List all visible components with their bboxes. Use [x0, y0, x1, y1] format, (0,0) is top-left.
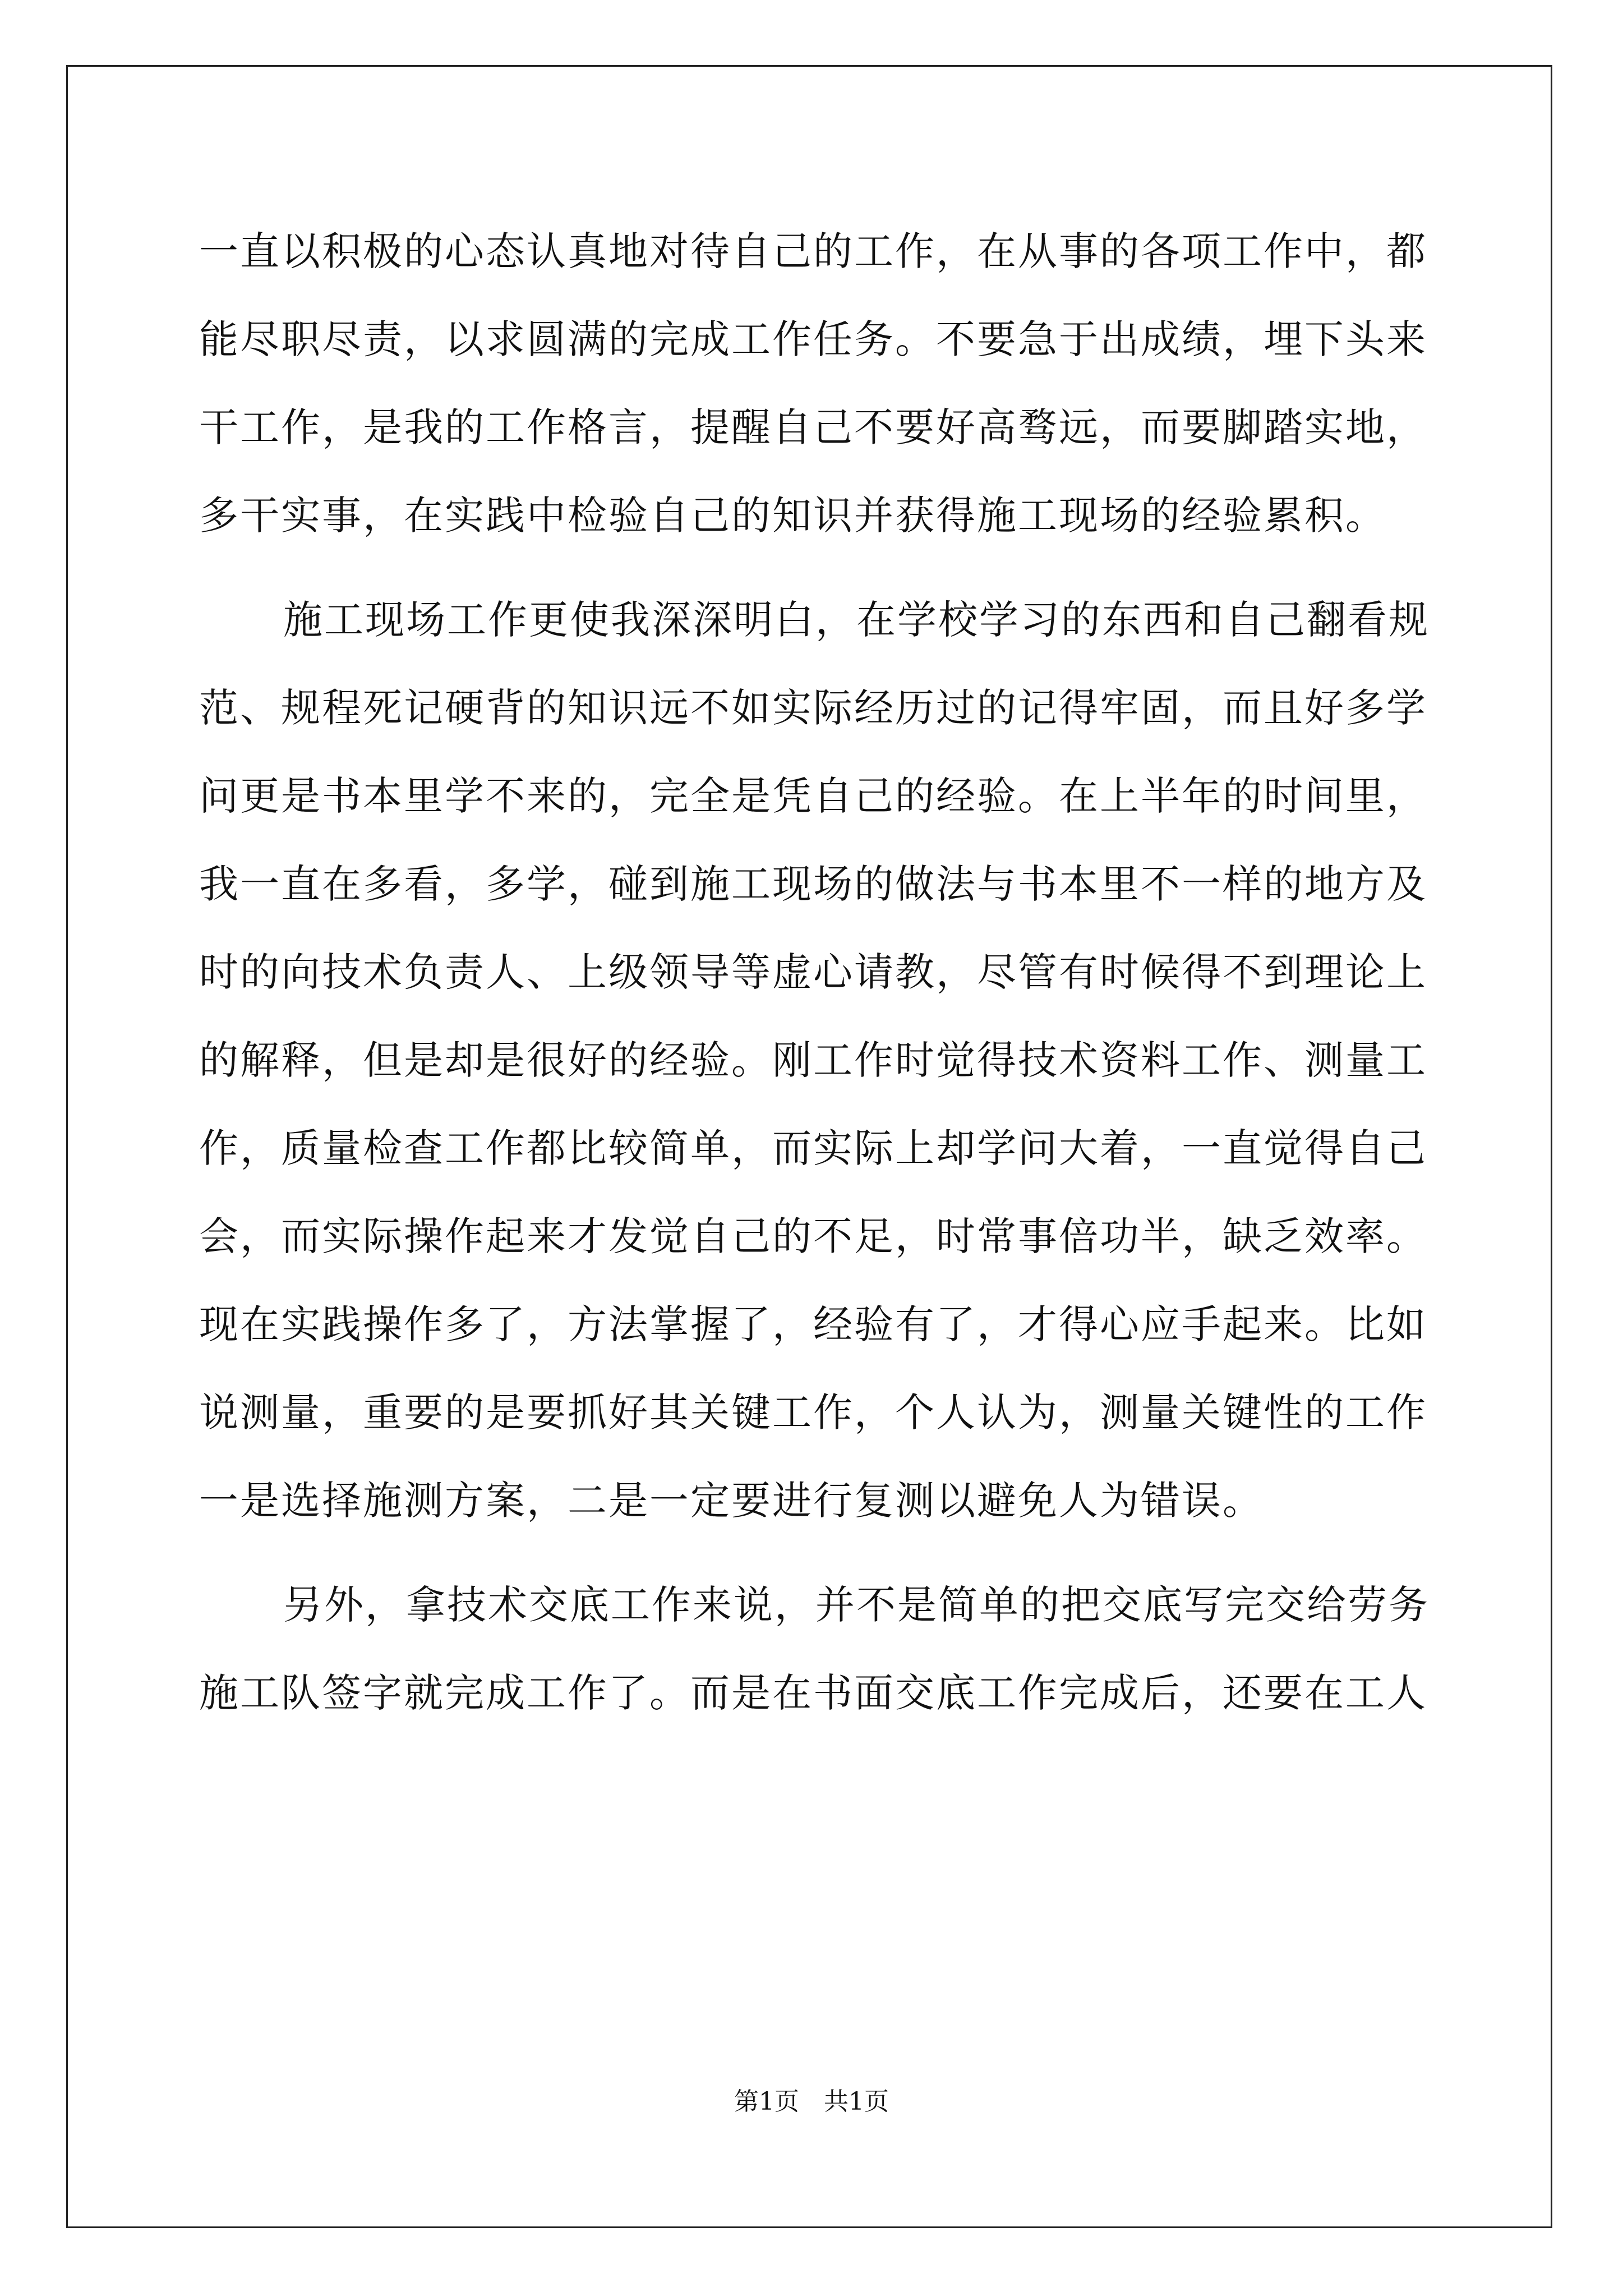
- paragraph-first-line: 另外，拿技术交底工作来说，并不是简单的把交底写完交给劳务: [283, 1582, 1430, 1628]
- text-line: 的解释，但是却是很好的经验。刚工作时觉得技术资料工作、测量工: [199, 1037, 1427, 1083]
- text-line: 时的向技术负责人、上级领导等虚心请教，尽管有时候得不到理论上: [199, 949, 1427, 995]
- text-line: 说测量，重要的是要抓好其关键工作，个人认为，测量关键性的工作: [199, 1389, 1427, 1435]
- text-line: 一直以积极的心态认真地对待自己的工作，在从事的各项工作中，都: [199, 228, 1427, 274]
- text-line: 范、规程死记硬背的知识远不如实际经历过的记得牢固，而且好多学: [199, 685, 1427, 731]
- page-footer: 第1页 共1页: [734, 2087, 889, 2116]
- text-line: 一是选择施测方案，二是一定要进行复测以避免人为错误。: [199, 1478, 1264, 1524]
- text-line: 施工队签字就完成工作了。而是在书面交底工作完成后，还要在工人: [199, 1670, 1427, 1716]
- text-line: 干工作，是我的工作格言，提醒自己不要好高骛远，而要脚踏实地，: [199, 404, 1427, 450]
- text-line: 作，质量检查工作都比较简单，而实际上却学问大着，一直觉得自己: [199, 1125, 1427, 1171]
- paragraph-first-line: 施工现场工作更使我深深明白，在学校学习的东西和自己翻看规: [283, 597, 1430, 643]
- text-line: 能尽职尽责，以求圆满的完成工作任务。不要急于出成绩，埋下头来: [199, 316, 1427, 362]
- text-line: 现在实践操作多了，方法掌握了，经验有了，才得心应手起来。比如: [199, 1301, 1427, 1347]
- text-line: 我一直在多看，多学，碰到施工现场的做法与书本里不一样的地方及: [199, 861, 1427, 907]
- text-line: 问更是书本里学不来的，完全是凭自己的经验。在上半年的时间里，: [199, 773, 1427, 819]
- text-line: 会，而实际操作起来才发觉自己的不足，时常事倍功半，缺乏效率。: [199, 1213, 1427, 1259]
- text-line: 多干实事，在实践中检验自己的知识并获得施工现场的经验累积。: [199, 493, 1386, 539]
